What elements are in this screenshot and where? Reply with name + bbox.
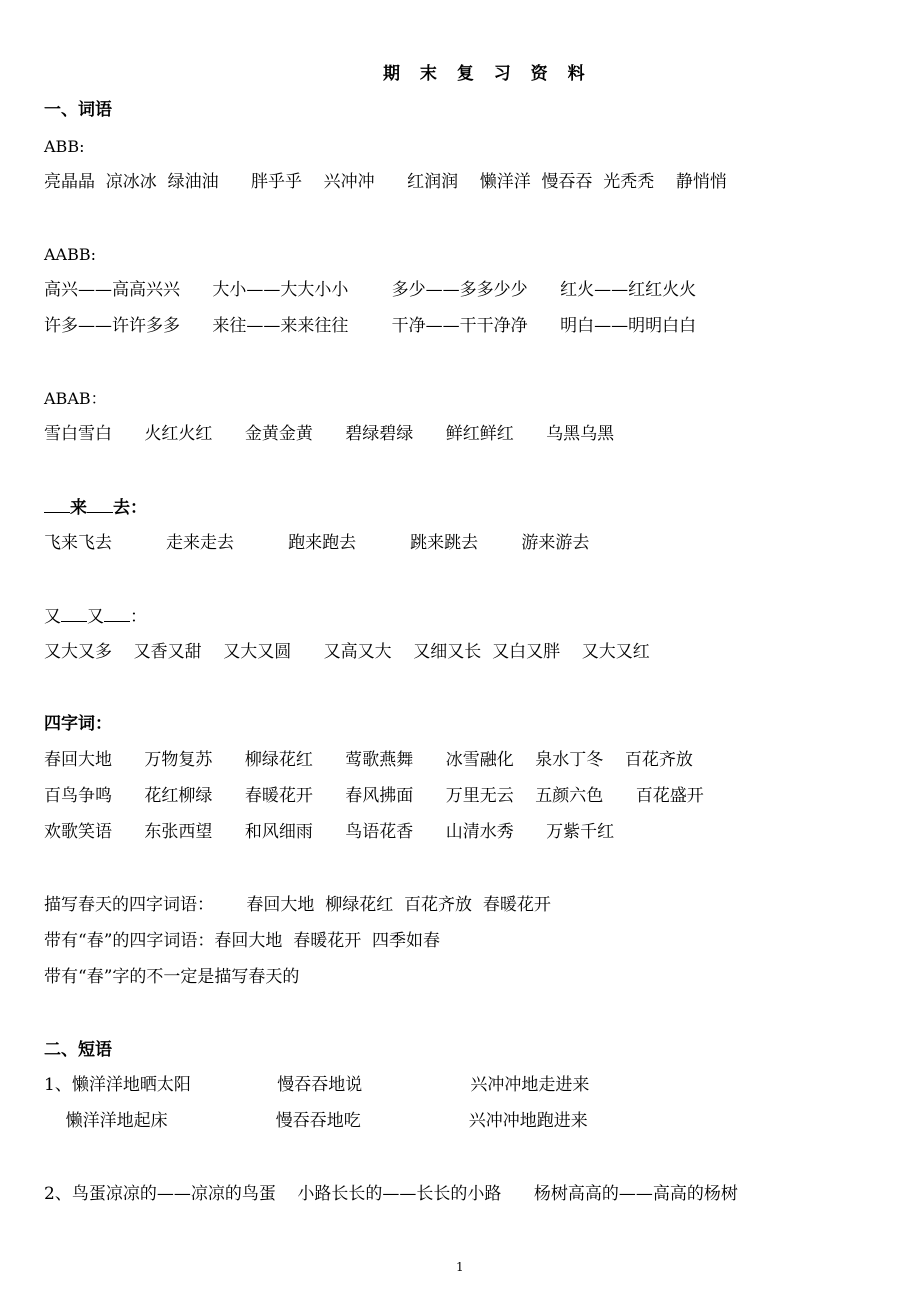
- lai-qu-words: 飞来飞去 走来走去 跑来跑去 跳来跳去 游来游去: [44, 533, 590, 553]
- chun-caution-note: 带有“春”字的不一定是描写春天的: [44, 967, 300, 987]
- sizici-words-line-1: 春回大地 万物复苏 柳绿花红 莺歌燕舞 冰雪融化 泉水丁冬 百花齐放: [44, 750, 693, 770]
- page-title: 期 末 复 习 资 料: [383, 64, 592, 84]
- phrases-item-1-line-1: 1、懒洋洋地晒太阳 慢吞吞地说 兴冲冲地走进来: [44, 1075, 590, 1095]
- sizici-label: 四字词：: [44, 714, 112, 734]
- page-number: 1: [456, 1260, 464, 1274]
- sizici-words-line-3: 欢歌笑语 东张西望 和风细雨 鸟语花香 山清水秀 万紫千红: [44, 822, 615, 842]
- you-you-words: 又大又多 又香又甜 又大又圆 又高又大 又细又长 又白又胖 又大又红: [44, 642, 650, 662]
- sizici-words-line-2: 百鸟争鸣 花红柳绿 春暖花开 春风拂面 万里无云 五颜六色 百花盛开: [44, 786, 704, 806]
- fill-blank: [61, 605, 87, 622]
- fill-blank: [87, 496, 113, 513]
- aabb-words-line-2: 许多——许许多多 来往——来来往往 干净——干干净净 明白——明明白白: [44, 316, 697, 336]
- section-heading-phrases: 二、短语: [44, 1040, 112, 1060]
- abab-label: ABAB：: [44, 389, 107, 408]
- spring-words-note: 描写春天的四字词语： 春回大地 柳绿花红 百花齐放 春暖花开: [44, 895, 551, 915]
- aabb-label: AABB:: [44, 245, 97, 264]
- abab-words: 雪白雪白 火红火红 金黄金黄 碧绿碧绿 鲜红鲜红 乌黑乌黑: [44, 424, 615, 444]
- you-you-label: 又 又 ：: [44, 607, 147, 627]
- phrases-item-2: 2、鸟蛋凉凉的——凉凉的鸟蛋 小路长长的——长长的小路 杨树高高的——高高的杨树: [44, 1184, 738, 1204]
- abb-words: 亮晶晶 凉冰冰 绿油油 胖乎乎 兴冲冲 红润润 懒洋洋 慢吞吞 光秃秃 静悄悄: [44, 172, 727, 192]
- lai-qu-label: 来 去：: [44, 496, 147, 519]
- aabb-words-line-1: 高兴——高高兴兴 大小——大大小小 多少——多多少少 红火——红红火火: [44, 280, 697, 300]
- abb-label: ABB:: [44, 137, 85, 156]
- chun-words-note: 带有“春”的四字词语：春回大地 春暖花开 四季如春: [44, 931, 440, 951]
- fill-blank: [44, 496, 70, 513]
- fill-blank: [104, 605, 130, 622]
- phrases-item-1-line-2: 懒洋洋地起床 慢吞吞地吃 兴冲冲地跑进来: [44, 1111, 588, 1131]
- section-heading-words: 一、词语: [44, 100, 112, 120]
